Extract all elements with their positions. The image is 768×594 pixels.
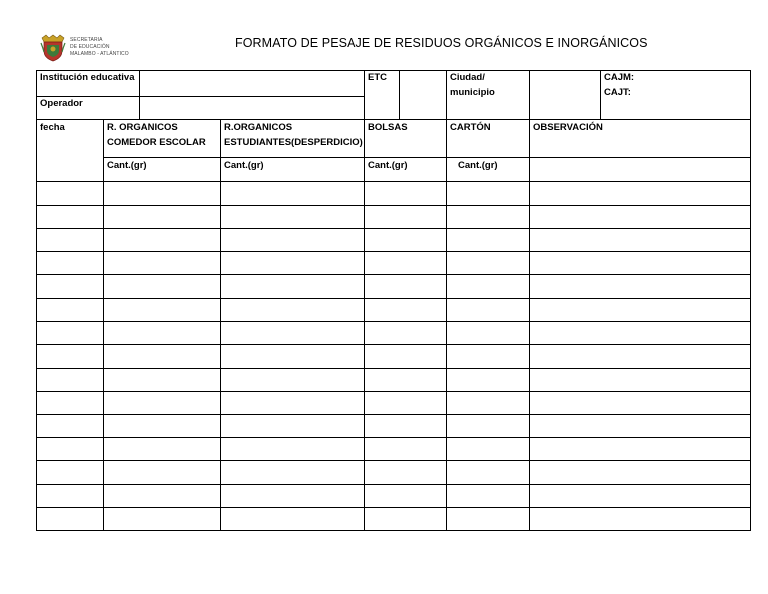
- divider: [529, 70, 530, 120]
- divider: [139, 70, 140, 120]
- divider: [36, 181, 751, 182]
- divider: [364, 70, 365, 120]
- col-header-comedor-line2: COMEDOR ESCOLAR: [107, 137, 206, 148]
- city-label-line2: municipio: [450, 87, 495, 98]
- row-line: [36, 460, 751, 461]
- divider: [103, 157, 751, 158]
- logo-caption-line: SECRETARIA: [70, 37, 103, 43]
- divider: [399, 70, 400, 120]
- row-line: [36, 274, 751, 275]
- col-header-bolsas: BOLSAS: [368, 122, 408, 133]
- unit-label-estudiantes: Cant.(gr): [224, 160, 264, 171]
- logo-caption-line: MALAMBO - ATLÁNTICO: [70, 51, 129, 57]
- row-line: [36, 344, 751, 345]
- cajt-label: CAJT:: [604, 87, 631, 98]
- table-border-left: [36, 70, 37, 531]
- unit-label-carton: Cant.(gr): [458, 160, 498, 171]
- row-line: [36, 391, 751, 392]
- coat-of-arms-logo: [40, 34, 66, 62]
- col-header-estudiantes-line2: ESTUDIANTES(DESPERDICIO): [224, 137, 363, 148]
- row-line: [36, 321, 751, 322]
- row-line: [36, 414, 751, 415]
- institution-label: Institución educativa: [40, 72, 135, 83]
- unit-label-comedor: Cant.(gr): [107, 160, 147, 171]
- page-title: FORMATO DE PESAJE DE RESIDUOS ORGÁNICOS E INORGÁNICOS: [235, 36, 648, 50]
- operator-label: Operador: [40, 98, 83, 109]
- logo-caption: [70, 37, 129, 58]
- row-line: [36, 298, 751, 299]
- cajm-label: CAJM:: [604, 72, 635, 83]
- col-header-fecha: fecha: [40, 122, 65, 133]
- etc-label: ETC: [368, 72, 387, 83]
- logo-caption-line: DE EDUCACIÓN: [70, 44, 110, 50]
- col-header-carton: CARTÓN: [450, 122, 491, 133]
- city-label-line1: Ciudad/: [450, 72, 485, 83]
- col-header-observacion: OBSERVACIÓN: [533, 122, 603, 133]
- row-line: [36, 251, 751, 252]
- col-header-comedor-line1: R. ORGANICOS: [107, 122, 178, 133]
- col-header-estudiantes-line1: R.ORGANICOS: [224, 122, 293, 133]
- table-border-right: [750, 70, 751, 531]
- table-border-top: [36, 70, 751, 71]
- divider: [36, 96, 365, 97]
- divider: [446, 70, 447, 120]
- unit-label-bolsas: Cant.(gr): [368, 160, 408, 171]
- row-line: [36, 484, 751, 485]
- row-line: [36, 507, 751, 508]
- divider: [600, 70, 601, 120]
- table-border-bottom: [36, 530, 751, 531]
- row-line: [36, 228, 751, 229]
- row-line: [36, 368, 751, 369]
- row-line: [36, 205, 751, 206]
- row-line: [36, 437, 751, 438]
